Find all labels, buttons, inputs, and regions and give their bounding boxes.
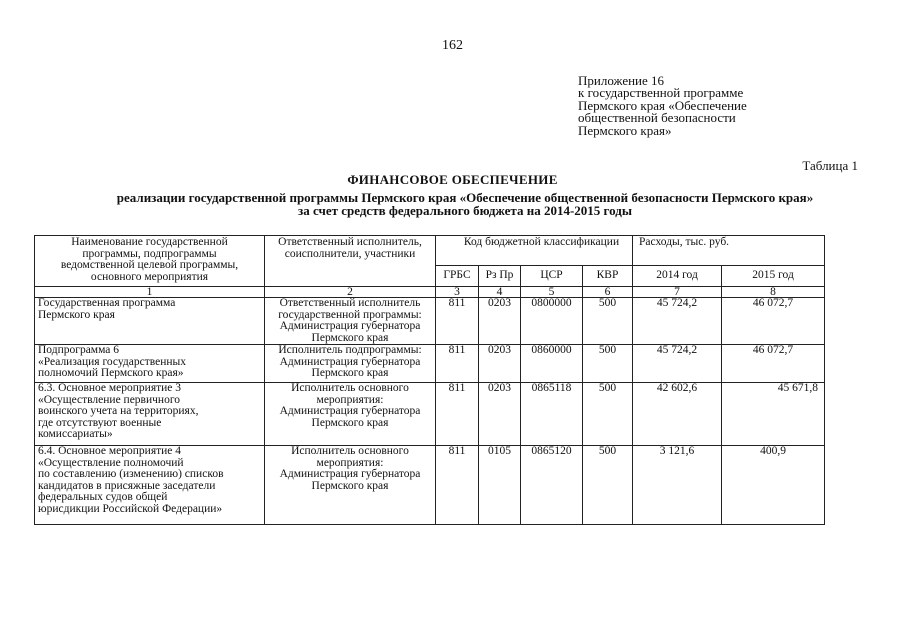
cell-line: федеральных судов общей	[38, 491, 168, 503]
column-number: 2	[265, 287, 436, 298]
cell-line: Исполнитель основного	[291, 382, 409, 394]
page-number: 162	[442, 38, 463, 53]
appendix-note	[578, 75, 747, 137]
cell-line: юрисдикции Российской Федерации»	[38, 502, 223, 515]
appendix-line: общественной безопасности	[578, 110, 736, 126]
column-number: 4	[479, 287, 521, 298]
cell-line: 6.4. Основное мероприятие 4	[38, 445, 182, 457]
cell-line: Исполнитель подпрограммы:	[278, 344, 422, 356]
cell-name	[35, 446, 265, 525]
cell-line: «Реализация государственных	[38, 355, 186, 368]
cell-line: 6.3. Основное мероприятие 3	[38, 382, 182, 394]
cell-line: полномочий Пермского края»	[38, 367, 184, 379]
header-2014: 2014 год	[633, 266, 722, 287]
header-line: ведомственной целевой программы,	[60, 259, 239, 271]
header-line: Ответственный исполнитель,	[278, 236, 422, 248]
cell-kvr: 500	[583, 298, 633, 345]
cell-rzpr: 0203	[479, 298, 521, 345]
column-number: 8	[722, 287, 825, 298]
column-number: 5	[521, 287, 583, 298]
column-number: 6	[583, 287, 633, 298]
cell-executor	[265, 298, 436, 345]
table-row	[35, 383, 825, 446]
header-line: соисполнители, участники	[284, 247, 416, 260]
cell-line: Пермского края	[311, 331, 389, 344]
appendix-line: Приложение 16	[578, 73, 665, 88]
cell-line: «Осуществление первичного	[38, 393, 181, 406]
cell-line: Администрация губернатора	[279, 468, 421, 480]
appendix-line: Пермского края»	[578, 122, 672, 138]
subtitle-line: реализации государственной программы Пермского края «Обеспечение общественной безопасности Пермского края»	[116, 190, 814, 205]
cell-name	[35, 383, 265, 446]
header-grbs: ГРБС	[436, 266, 479, 287]
cell-grbs: 811	[436, 383, 479, 446]
cell-2015: 45 671,8	[722, 383, 825, 446]
cell-2014: 45 724,2	[633, 298, 722, 345]
header-line: основного мероприятия	[90, 270, 209, 283]
header-line: Наименование государственной	[71, 236, 228, 248]
table-row	[35, 298, 825, 345]
cell-rzpr: 0203	[479, 345, 521, 383]
table-row	[35, 446, 825, 525]
cell-grbs: 811	[436, 298, 479, 345]
cell-line: «Осуществление полномочий	[38, 456, 184, 469]
table-row	[35, 345, 825, 383]
cell-line: Администрация губернатора	[279, 320, 421, 332]
header-expenses: Расходы, тыс. руб.	[633, 236, 825, 266]
cell-name	[35, 345, 265, 383]
cell-2015: 46 072,7	[722, 345, 825, 383]
cell-2014: 3 121,6	[633, 446, 722, 525]
cell-kvr: 500	[583, 345, 633, 383]
cell-grbs: 811	[436, 345, 479, 383]
appendix-line: к государственной программе	[578, 85, 744, 101]
cell-line: Пермского края	[311, 479, 389, 492]
cell-line: Пермского края	[311, 367, 389, 379]
header-name	[35, 236, 265, 287]
column-number: 1	[35, 287, 265, 298]
cell-2014: 45 724,2	[633, 345, 722, 383]
cell-executor	[265, 383, 436, 446]
cell-csr: 0860000	[521, 345, 583, 383]
cell-rzpr: 0203	[479, 383, 521, 446]
cell-line: по составлению (изменению) списков	[38, 468, 224, 480]
column-number-row	[35, 287, 825, 298]
header-line: программы, подпрограммы	[82, 247, 217, 260]
cell-executor	[265, 446, 436, 525]
cell-line: Государственная программа	[38, 297, 176, 309]
cell-kvr: 500	[583, 383, 633, 446]
cell-csr: 0865118	[521, 383, 583, 446]
cell-executor	[265, 345, 436, 383]
cell-line: Ответственный исполнитель	[279, 297, 421, 309]
cell-line: мероприятия:	[316, 393, 384, 406]
cell-line: где отсутствуют военные	[38, 416, 162, 429]
header-rzpr: Рз Пр	[479, 266, 521, 287]
cell-2015: 46 072,7	[722, 298, 825, 345]
cell-name	[35, 298, 265, 345]
cell-kvr: 500	[583, 446, 633, 525]
header-executor	[265, 236, 436, 287]
cell-2015: 400,9	[722, 446, 825, 525]
document-title: ФИНАНСОВОЕ ОБЕСПЕЧЕНИЕ	[347, 172, 558, 187]
cell-line: комиссариаты»	[38, 428, 113, 440]
header-row	[35, 236, 825, 266]
cell-line: Подпрограмма 6	[38, 344, 120, 356]
cell-line: Пермского края	[38, 308, 115, 321]
column-number: 7	[633, 287, 722, 298]
cell-csr: 0865120	[521, 446, 583, 525]
cell-line: мероприятия:	[316, 456, 384, 469]
cell-grbs: 811	[436, 446, 479, 525]
column-number: 3	[436, 287, 479, 298]
header-2015: 2015 год	[722, 266, 825, 287]
subtitle-line: за счет средств федерального бюджета на 2014-2015 годы	[298, 202, 632, 218]
cell-line: Администрация губернатора	[279, 355, 421, 368]
document-subtitle	[20, 192, 905, 217]
table-label: Таблица 1	[802, 158, 858, 173]
header-csr: ЦСР	[521, 266, 583, 287]
appendix-line: Пермского края «Обеспечение	[578, 97, 747, 113]
cell-rzpr: 0105	[479, 446, 521, 525]
cell-line: Пермского края	[311, 416, 389, 429]
cell-line: кандидатов в присяжные заседатели	[38, 479, 216, 492]
cell-line: государственной программы:	[278, 308, 422, 321]
cell-2014: 42 602,6	[633, 383, 722, 446]
cell-line: воинского учета на территориях,	[38, 405, 199, 417]
cell-line: Исполнитель основного	[291, 445, 409, 457]
cell-line: Администрация губернатора	[279, 405, 421, 417]
cell-csr: 0800000	[521, 298, 583, 345]
header-kvr: КВР	[583, 266, 633, 287]
financing-table	[34, 235, 825, 525]
header-budget-code: Код бюджетной классификации	[436, 236, 633, 266]
